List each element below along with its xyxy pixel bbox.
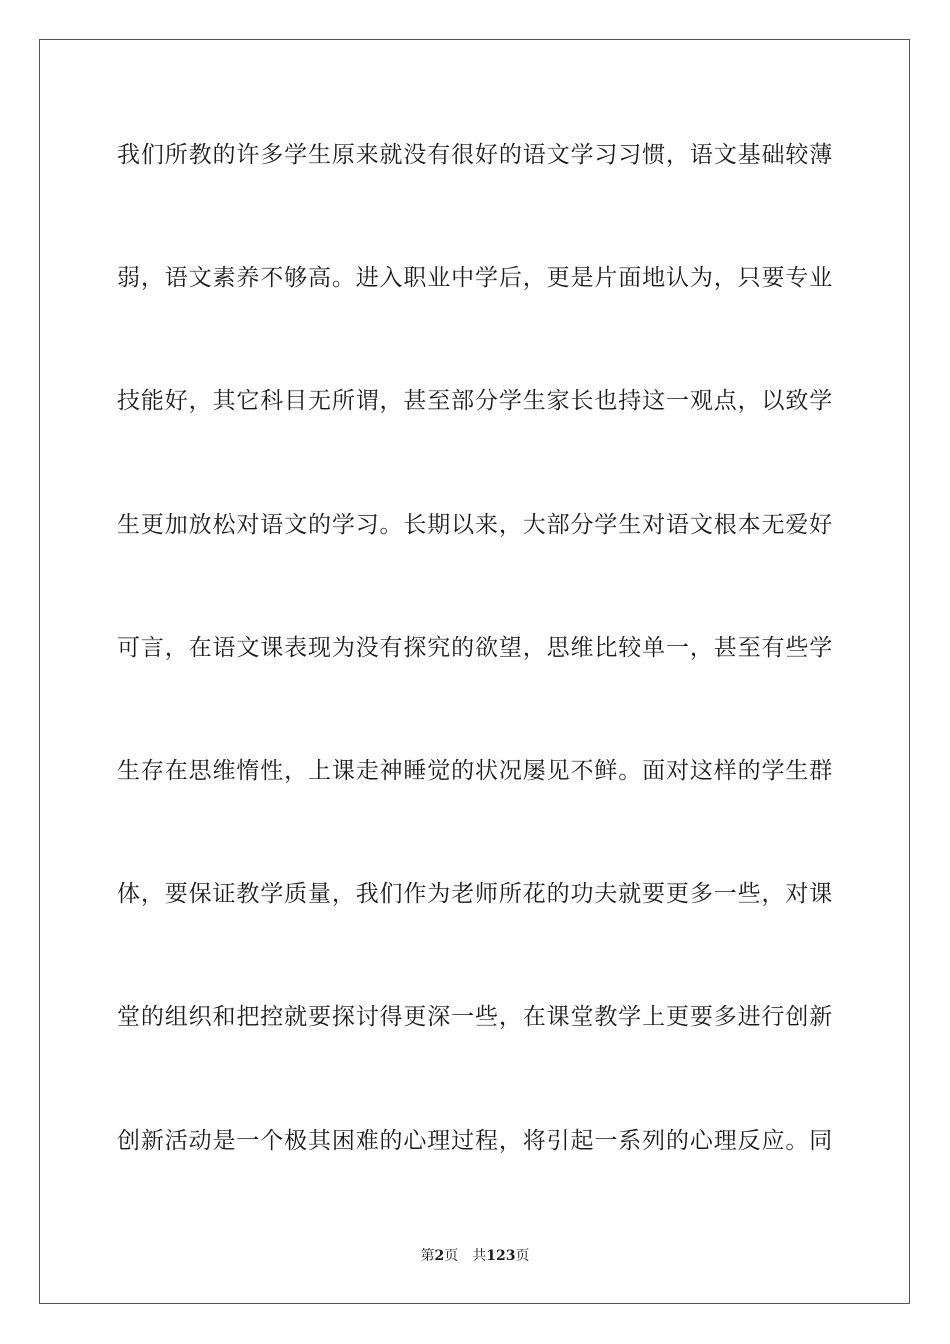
total-label-prefix: 共 (472, 1248, 487, 1264)
page-footer (0, 1244, 950, 1268)
text-line: 体，要保证教学质量，我们作为老师所花的功夫就要更多一些，对课 (117, 881, 833, 908)
text-line: 堂的组织和把控就要探讨得更深一些，在课堂教学上更要多进行创新 (117, 1004, 833, 1031)
text-line: 弱，语文素养不够高。进入职业中学后，更是片面地认为，只要专业 (117, 265, 833, 292)
text-line: 可言，在语文课表现为没有探究的欲望，思维比较单一，甚至有些学 (117, 634, 833, 661)
total-label-suffix: 页 (515, 1248, 530, 1264)
document-body (117, 125, 833, 1234)
page-number: 2 (434, 1248, 445, 1264)
text-line: 生更加放松对语文的学习。长期以来，大部分学生对语文根本无爱好 (117, 511, 833, 538)
page-label-prefix: 第 (420, 1248, 435, 1264)
text-line: 我们所教的许多学生原来就没有很好的语文学习习惯，语文基础较薄 (117, 142, 833, 168)
text-line: 创新活动是一个极其困难的心理过程，将引起一系列的心理反应。同 (117, 1127, 833, 1154)
text-line: 技能好，其它科目无所谓，甚至部分学生家长也持这一观点，以致学 (117, 388, 833, 415)
page-label-suffix: 页 (444, 1248, 459, 1264)
text-line: 生存在思维惰性，上课走神睡觉的状况屡见不鲜。面对这样的学生群 (117, 757, 833, 784)
total-pages: 123 (486, 1248, 516, 1264)
